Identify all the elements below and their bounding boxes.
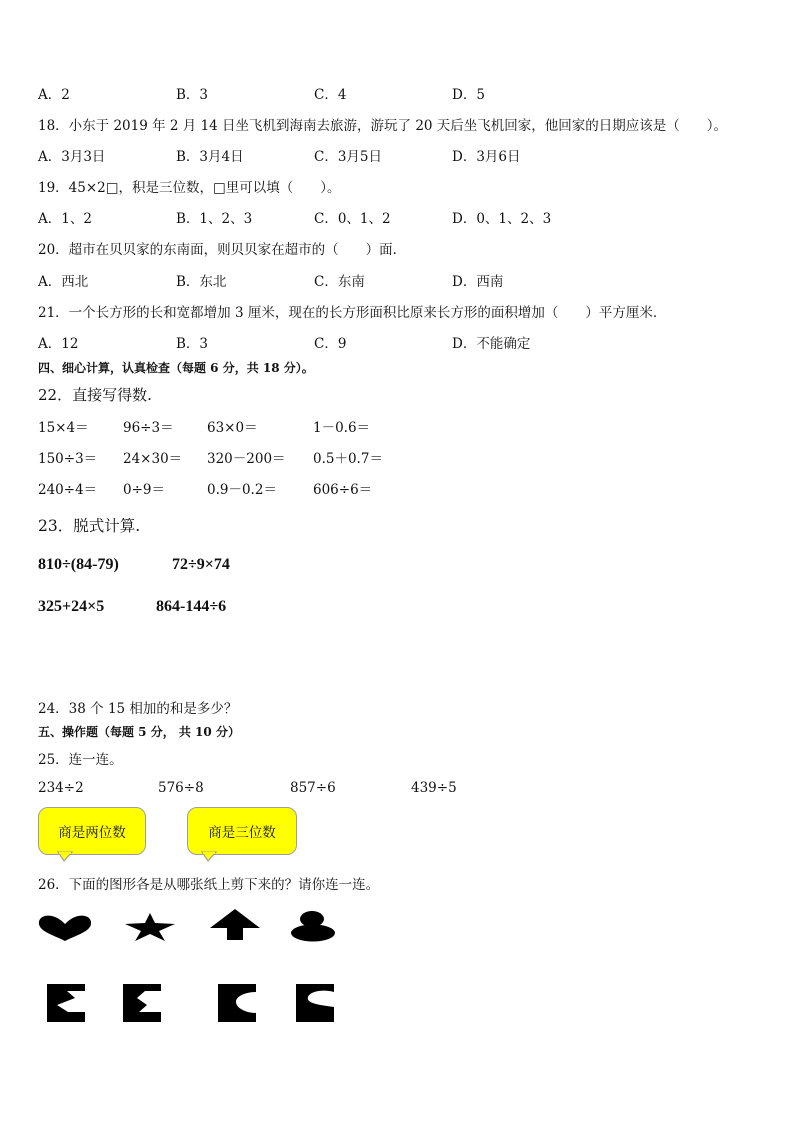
q20-option-d: D．西南 — [452, 274, 504, 290]
q22-item: 240÷4＝ — [38, 482, 98, 498]
bubble-tail-icon — [58, 852, 72, 862]
bubble-two-digit-quotient[interactable] — [38, 807, 146, 855]
q17-option-b: B．3 — [176, 87, 209, 103]
q18-option-c: C．3月5日 — [314, 149, 383, 165]
heart-shape-icon[interactable] — [38, 914, 92, 942]
q20-option-c: C．东南 — [314, 274, 365, 290]
q23-expression: 72÷9×74 — [172, 556, 230, 573]
cut-paper-1-icon[interactable] — [47, 984, 85, 1022]
q21-option-c: C．9 — [314, 336, 347, 352]
bubble-label: 商是三位数 — [208, 825, 276, 841]
q23-expression: 810÷(84-79) — [38, 556, 119, 573]
bubble-tail-icon — [202, 852, 216, 862]
q22-item: 63×0＝ — [207, 420, 258, 436]
star-shape-icon[interactable] — [124, 913, 176, 941]
q23-expression: 864-144÷6 — [156, 598, 227, 615]
q24-stem: 24．38 个 15 相加的和是多少？ — [38, 701, 238, 717]
q23-stem: 23．脱式计算. — [38, 517, 141, 535]
q20-option-a: A．西北 — [38, 274, 89, 290]
q21-option-a: A．12 — [38, 336, 79, 352]
q23-expression: 325+24×5 — [38, 598, 105, 615]
q22-item: 0÷9＝ — [123, 482, 165, 498]
cut-paper-2-icon[interactable] — [123, 984, 161, 1022]
q18-option-b: B．3月4日 — [176, 149, 244, 165]
q20-stem: 20．超市在贝贝家的东南面，则贝贝家在超市的（ ）面． — [38, 242, 407, 258]
q20-option-b: B．东北 — [176, 274, 227, 290]
q22-item: 0.9－0.2＝ — [207, 482, 277, 498]
q19-option-d: D．0、1、2、3 — [452, 211, 552, 227]
q19-stem: 19．45×2□，积是三位数，□里可以填（ ）。 — [38, 180, 341, 196]
q17-option-d: D．5 — [452, 87, 485, 103]
q19-option-b: B．1、2、3 — [176, 211, 253, 227]
section-5-heading: 五、操作题（每题 5 分， 共 10 分） — [38, 725, 240, 739]
q21-stem: 21．一个长方形的长和宽都增加 3 厘米，现在的长方形面积比原来长方形的面积增加（ ）平方厘米． — [38, 305, 667, 321]
q22-item: 96÷3＝ — [123, 420, 174, 436]
q22-item: 24×30＝ — [123, 451, 183, 467]
snowman-shape-icon[interactable] — [290, 910, 336, 942]
q25-expression: 234÷2 — [38, 780, 84, 796]
q22-item: 320－200＝ — [207, 451, 286, 467]
q25-stem: 25．连一连。 — [38, 752, 123, 768]
q18-option-a: A．3月3日 — [38, 149, 106, 165]
q22-item: 606÷6＝ — [313, 482, 373, 498]
q22-item: 0.5＋0.7＝ — [313, 451, 383, 467]
cut-paper-4-icon[interactable] — [296, 984, 334, 1022]
q25-expression: 576÷8 — [158, 780, 204, 796]
q18-option-d: D．3月6日 — [452, 149, 521, 165]
q17-option-c: C．4 — [314, 87, 347, 103]
q17-option-a: A．2 — [38, 87, 70, 103]
q25-expression: 857÷6 — [290, 780, 336, 796]
q22-item: 150÷3＝ — [38, 451, 98, 467]
q25-expression: 439÷5 — [411, 780, 457, 796]
q21-option-b: B．3 — [176, 336, 209, 352]
q26-stem: 26．下面的图形各是从哪张纸上剪下来的？请你连一连。 — [38, 877, 380, 893]
q21-option-d: D．不能确定 — [452, 336, 531, 352]
bubble-three-digit-quotient[interactable] — [187, 807, 297, 855]
q22-item: 1－0.6＝ — [313, 420, 371, 436]
tree-shape-icon[interactable] — [208, 909, 262, 941]
bubble-label: 商是两位数 — [58, 825, 126, 841]
cut-paper-3-icon[interactable] — [218, 984, 256, 1022]
section-4-heading: 四、细心计算，认真检查（每题 6 分，共 18 分）。 — [38, 361, 314, 375]
q22-stem: 22．直接写得数. — [38, 386, 152, 404]
q19-option-a: A．1、2 — [38, 211, 92, 227]
q22-item: 15×4＝ — [38, 420, 89, 436]
q18-stem: 18．小东于 2019 年 2 月 14 日坐飞机到海南去旅游，游玩了 20 天后坐飞机回家，他回家的日期应该是（ ）。 — [38, 118, 728, 134]
q19-option-c: C．0、1、2 — [314, 211, 391, 227]
